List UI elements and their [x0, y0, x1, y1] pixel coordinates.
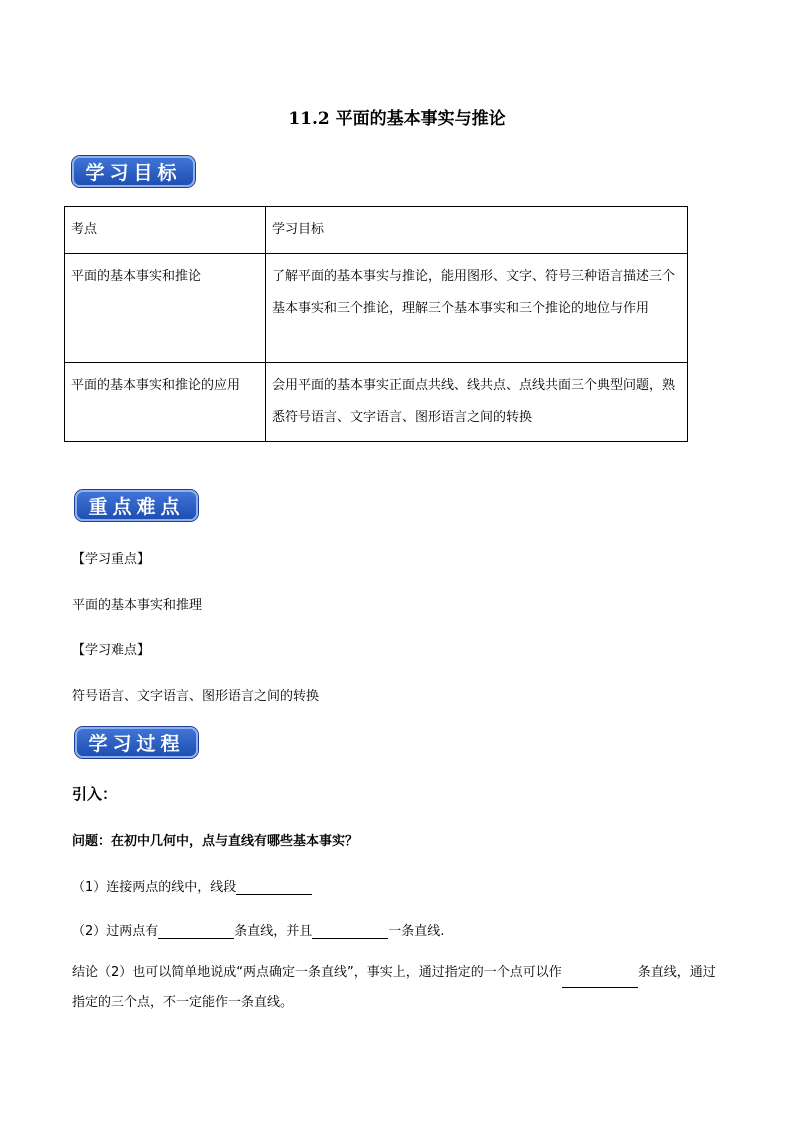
table-cell: 平面的基本事实和推论	[65, 254, 266, 363]
conclusion-text-a: 结论（2）也可以简单地说成“两点确定一条直线”，事实上，通过指定的一个点可以作	[72, 965, 562, 980]
section-banner-key-points: 重点难点	[75, 490, 198, 521]
table-row	[65, 363, 688, 442]
answer-blank[interactable]	[562, 973, 638, 988]
item-2	[72, 920, 444, 939]
conclusion-paragraph	[72, 958, 722, 1018]
table-cell: 会用平面的基本事实正面点共线、线共点、点线共面三个典型问题，熟悉符号语言、文字语言、图形语言之间的转换	[266, 363, 688, 442]
intro-label: 引入：	[72, 785, 118, 803]
table-header-row	[65, 207, 688, 254]
answer-blank[interactable]	[158, 924, 234, 939]
difficulty-label: 【学习难点】	[72, 643, 151, 658]
answer-blank[interactable]	[312, 924, 388, 939]
item-1	[72, 876, 312, 895]
table-header-cell: 考点	[65, 207, 266, 254]
item-2-text-a: （2）过两点有	[72, 924, 159, 939]
table-row	[65, 254, 688, 363]
difficulty-text: 符号语言、文字语言、图形语言之间的转换	[72, 689, 320, 704]
table-cell: 了解平面的基本事实与推论，能用图形、文字、符号三种语言描述三个基本事实和三个推论，理解三个基本事实和三个推论的地位与作用	[266, 254, 688, 363]
learning-goals-table	[64, 206, 688, 442]
section-banner-learning-process: 学习过程	[75, 727, 198, 758]
section-banner-learning-goals: 学习目标	[72, 156, 195, 187]
answer-blank[interactable]	[236, 880, 312, 895]
table-cell: 平面的基本事实和推论的应用	[65, 363, 266, 442]
item-1-text: （1）连接两点的线中，线段	[72, 880, 237, 895]
table-header-cell: 学习目标	[266, 207, 688, 254]
document-title: 11.2 平面的基本事实与推论	[288, 109, 506, 129]
key-point-text: 平面的基本事实和推理	[72, 598, 203, 613]
item-2-text-b: 条直线，并且	[234, 924, 313, 939]
conclusion-text-b: 条直线，通过指定的三个点，不一定能作一条直线。	[72, 965, 716, 1010]
item-2-text-c: 一条直线.	[388, 924, 445, 939]
question-text: 问题：在初中几何中，点与直线有哪些基本事实？	[72, 834, 359, 849]
key-point-label: 【学习重点】	[72, 552, 151, 567]
